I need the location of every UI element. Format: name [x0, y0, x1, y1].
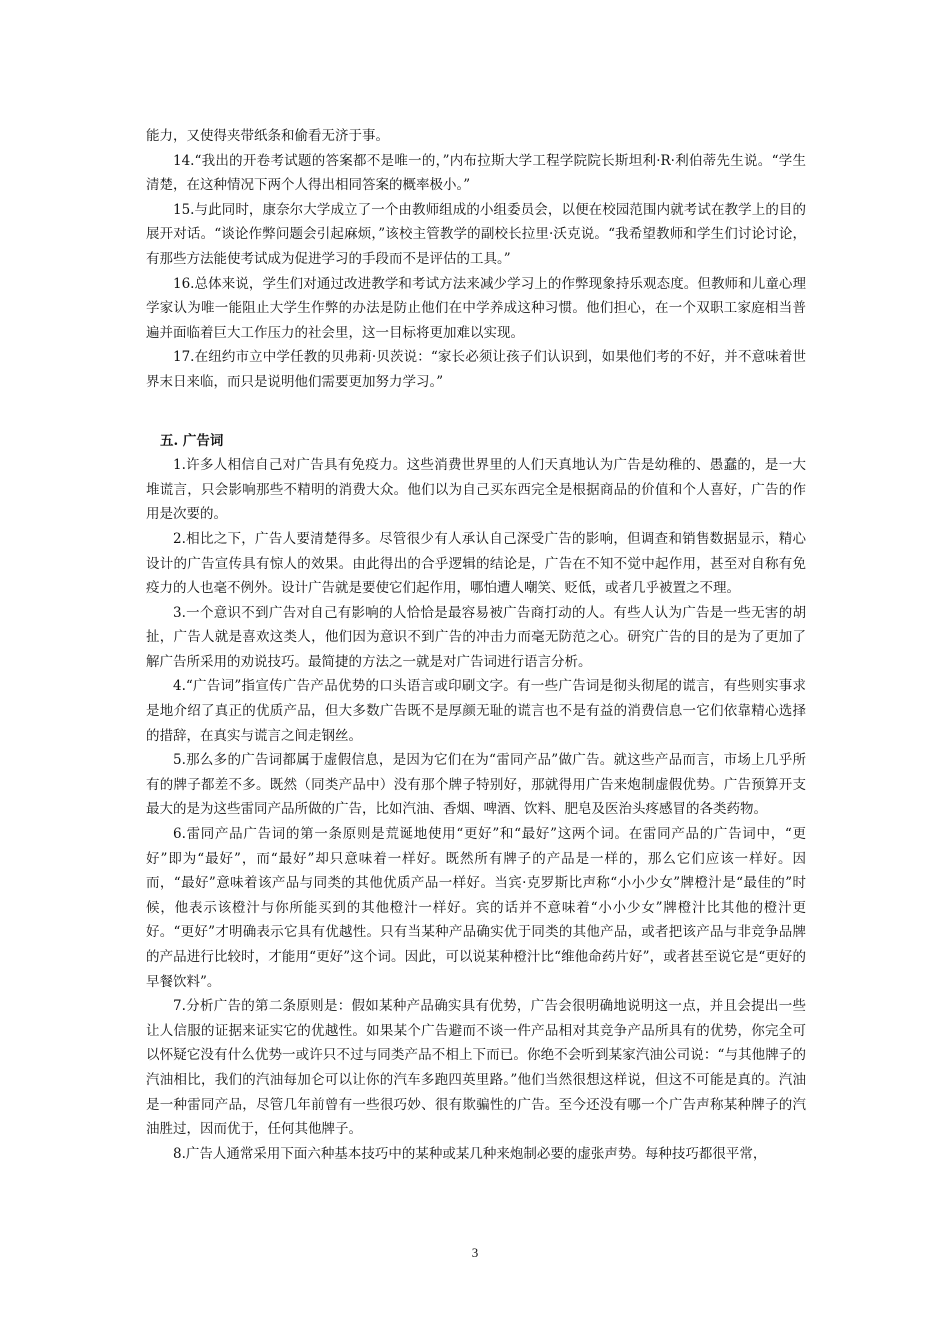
paragraph-14: 14.“我出的开卷考试题的答案都不是唯一的，”内布拉斯大学工程学院院长斯坦利·R·利伯蒂先生说。“学生清楚，在这种情况下两个人得出相同答案的概率极小。” — [146, 152, 806, 194]
page-body — [146, 124, 806, 1166]
section-heading: 五. 广告词 — [160, 432, 224, 449]
paragraph-17: 17.在纽约市立中学任教的贝弗莉·贝茨说：“家长必须让孩子们认识到，如果他们考的不好，并不意味着世界末日来临，而只是说明他们需要更加努力学习。” — [146, 349, 806, 390]
section5-paragraph-3: 3.一个意识不到广告对自己有影响的人恰恰是最容易被广告商打动的人。有些人认为广告是一些无害的胡扯，广告人就是喜欢这类人，他们因为意识不到广告的冲击力而毫无防范之心。研究广告的目的是为了更加了解广告所采用的劝说技巧。最简捷的方法之一就是对广告词进行语言分析。 — [146, 604, 806, 670]
section5-paragraph-2: 2.相比之下，广告人要清楚得多。尽管很少有人承认自己深受广告的影响，但调查和销售数据显示，精心设计的广告宣传具有惊人的效果。由此得出的合乎逻辑的结论是，广告在不知不觉中起作用，甚至对自称有免疫力的人也毫不例外。设计广告就是要使它们起作用，哪怕遭人嘲笑、贬低，或者几乎被置之不理。 — [146, 530, 806, 597]
section5-paragraph-7: 7.分析广告的第二条原则是：假如某种产品确实具有优势，广告会很明确地说明这一点，并且会提出一些让人信服的证据来证实它的优越性。如果某个广告避而不谈一件产品相对其竞争产品所具有的优势，你完全可以怀疑它没有什么优势一或许只不过与同类产品不相上下而已。你绝不会听到某家汽油公司说：“与其他牌子的汽油相比，我们的汽油每加仑可以让你的汽车多跑四英里路。”他们当然很想这样说，但这不可能是真的。汽油是一种雷同产品，尽管几年前曾有一些很巧妙、很有欺骗性的广告。至今还没有哪一个广告声称某种牌子的汽油胜过，因而优于，任何其他牌子。 — [146, 998, 806, 1138]
continued-paragraph: 能力，又使得夹带纸条和偷看无济于事。 — [146, 128, 389, 144]
paragraph-15: 15.与此同时，康奈尔大学成立了一个由教师组成的小组委员会，以便在校园范围内就考试在教学上的目的展开对话。“谈论作弊问题会引起麻烦，”该校主管教学的副校长拉里·沃克说。“我希望教师和学生们讨论讨论，有那些方法能使考试成为促进学习的手段而不是评估的工具。” — [146, 201, 806, 267]
section5-paragraph-6: 6.雷同产品广告词的第一条原则是荒诞地使用“更好”和“最好”这两个词。在雷同产品的广告词中，“更好”即为“最好”，而“最好”却只意味着一样好。既然所有牌子的产品是一样的，那么它们应该一样好。因而，“最好”意味着该产品与同类的其他优质产品一样好。当宾·克罗斯比声称“小小少女”牌橙汁是“最佳的”时候，他表示该橙汁与你所能买到的其他橙汁一样好。宾的话并不意味着“小小少女”牌橙汁比其他的橙汁更好。“更好”才明确表示它具有优越性。只有当某种产品确实优于同类的其他产品，或者把该产品与非竞争品牌的产品进行比较时，才能用“更好”这个词。因此，可以说某种橙汁比“维他命药片好”，或者甚至说它是“更好的早餐饮料”。 — [146, 826, 806, 990]
section5-paragraph-8: 8.广告人通常采用下面六种基本技巧中的某种或某几种来炮制必要的虚张声势。每种技巧都很平常， — [173, 1145, 767, 1162]
page-number: 3 — [471, 1245, 479, 1260]
section-gap — [146, 395, 806, 429]
paragraph-16: 16.总体来说，学生们对通过改进教学和考试方法来减少学习上的作弊现象持乐观态度。但教师和儿童心理学家认为唯一能阻止大学生作弊的办法是防止他们在中学养成这种习惯。他们担心，在一个双职工家庭相当普遍并面临着巨大工作压力的社会里，这一目标将更加难以实现。 — [146, 275, 806, 341]
section5-paragraph-5: 5.那么多的广告词都属于虚假信息，是因为它们在为“雷同产品”做广告。就这些产品而言，市场上几乎所有的牌子都差不多。既然（同类产品中）没有那个牌子特别好，那就得用广告来炮制虚假优势。广告预算开支最大的是为这些雷同产品所做的广告，比如汽油、香烟、啤酒、饮料、肥皂及医治头疼感冒的各类药物。 — [146, 752, 806, 818]
section5-paragraph-1: 1.许多人相信自己对广告具有免疫力。这些消费世界里的人们天真地认为广告是幼稚的、愚蠢的，是一大堆谎言，只会影响那些不精明的消费大众。他们以为自己买东西完全是根据商品的价值和个人喜好，广告的作用是次要的。 — [146, 457, 806, 523]
section5-paragraph-4: 4.“广告词”指宣传广告产品优势的口头语言或印刷文字。有一些广告词是彻头彻尾的谎言，有些则实事求是地介绍了真正的优质产品，但大多数广告既不是厚颜无耻的谎言也不是有益的消费信息一它们依靠精心选择的措辞，在真实与谎言之间走钢丝。 — [146, 678, 806, 744]
